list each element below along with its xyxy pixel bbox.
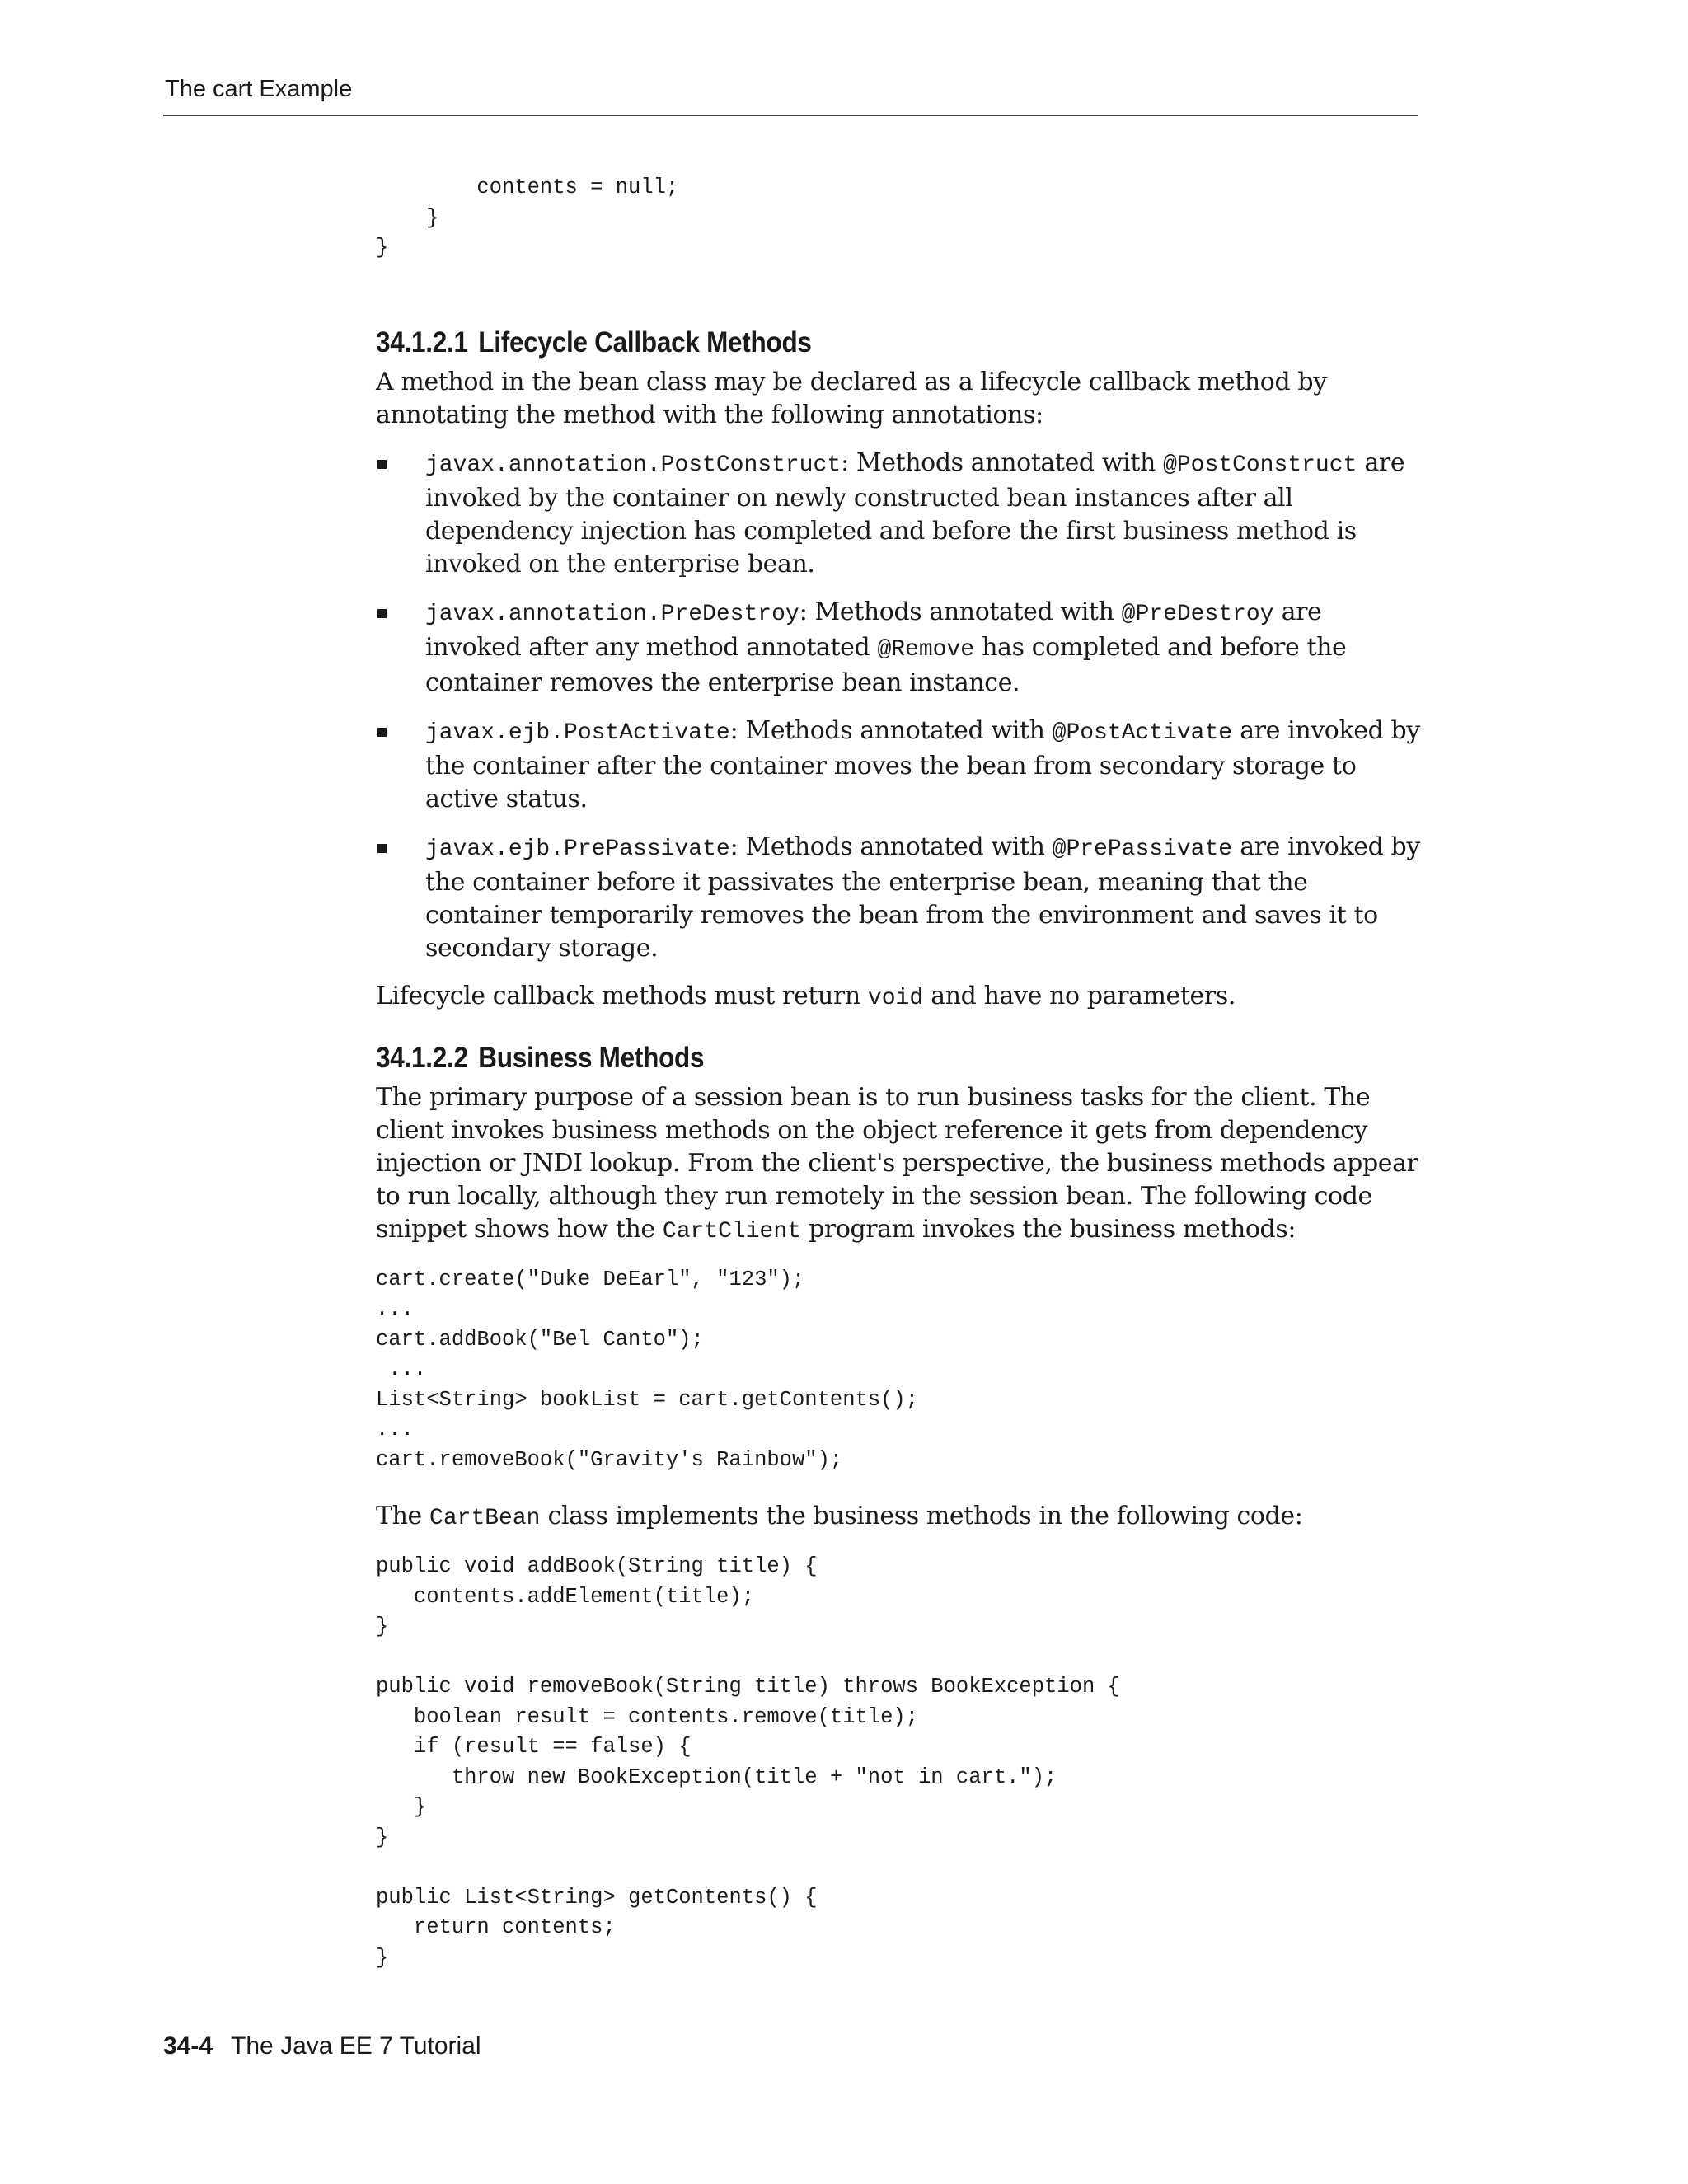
section-number: 34.1.2.2 xyxy=(376,1041,468,1074)
void-code: void xyxy=(867,985,924,1011)
item-text: : Methods annotated with xyxy=(799,597,1122,626)
list-item xyxy=(376,831,1423,965)
closing-text: Lifecycle callback methods must return xyxy=(376,981,868,1010)
annotation-name: javax.ejb.PrePassivate xyxy=(425,836,730,862)
item-text: are invoked by the container on newly constructed bean instances after all dependency injection has completed and before the first business method is invoked on the enterprise bean. xyxy=(425,448,1405,579)
code-block-top: contents = null; } } xyxy=(376,176,679,260)
item-text: : Methods annotated with xyxy=(729,715,1053,745)
lifecycle-closing xyxy=(376,980,1423,1015)
running-header: The cart Example xyxy=(165,76,353,102)
list-item xyxy=(376,596,1423,700)
section-heading-business xyxy=(376,1040,1318,1076)
annotation-code: @PostConstruct xyxy=(1163,452,1357,478)
business-impl-intro xyxy=(376,1500,1423,1535)
bullet-square-icon xyxy=(377,460,387,469)
annotation-code: @PostActivate xyxy=(1052,719,1233,746)
item-text: are invoked after any method annotated xyxy=(425,597,1322,662)
cartclient-code: CartClient xyxy=(662,1218,801,1244)
closing-text: and have no parameters. xyxy=(923,981,1236,1010)
annotation-name: javax.annotation.PostConstruct xyxy=(425,452,842,478)
list-item xyxy=(376,715,1423,816)
section-number: 34.1.2.1 xyxy=(376,326,468,359)
book-title: The Java EE 7 Tutorial xyxy=(231,2032,481,2060)
cartbean-code: CartBean xyxy=(429,1506,541,1531)
paragraph-text: program invokes the business methods: xyxy=(800,1214,1296,1244)
lifecycle-intro: A method in the bean class may be declared as a lifecycle callback method by annotating the method with the following annotations: xyxy=(376,367,1327,429)
item-text: : Methods annotated with xyxy=(729,832,1053,861)
business-intro xyxy=(376,1081,1423,1249)
annotation-name: javax.annotation.PreDestroy xyxy=(425,601,799,627)
item-text: has completed and before the container removes the enterprise bean instance. xyxy=(425,632,1347,697)
bullet-square-icon xyxy=(377,844,387,853)
section-title: Business Methods xyxy=(478,1041,705,1074)
page-footer xyxy=(163,2032,481,2060)
code-block-bean: public void addBook(String title) { contents.addElement(title); } public void removeBook(String title) throws BookException { boolean result = contents.remove(title); if (result == false) { throw new BookException(title + "not in cart."); } } public List<String> getContents() { return contents; } xyxy=(376,1554,1120,1970)
item-text: are invoked by the container after the container moves the bean from secondary storage to active status. xyxy=(425,715,1420,813)
item-text: : Methods annotated with xyxy=(841,448,1164,477)
annotation-name: javax.ejb.PostActivate xyxy=(425,719,730,746)
annotation-list xyxy=(376,447,1423,965)
paragraph-text: The primary purpose of a session bean is to run business tasks for the client. The client invokes business methods on the object reference it gets from dependency injection or JNDI lookup. From the client's perspective, the business methods appear to run locally, although they run remotely in the session bean. The following code snippet shows how the xyxy=(376,1082,1418,1244)
section-title: Lifecycle Callback Methods xyxy=(478,326,812,359)
paragraph-text: class implements the business methods in the following code: xyxy=(540,1502,1303,1530)
bullet-square-icon xyxy=(377,609,387,618)
annotation-code: @Remove xyxy=(877,636,975,663)
item-text: are invoked by the container before it passivates the enterprise bean, meaning that the container temporarily removes the bean from the environment and saves it to secondary storage. xyxy=(425,832,1420,963)
annotation-code: @PreDestroy xyxy=(1121,601,1274,627)
page-content xyxy=(376,173,1423,1973)
section-heading-lifecycle xyxy=(376,325,1318,361)
page-number: 34-4 xyxy=(163,2032,213,2060)
paragraph-text: The xyxy=(376,1502,430,1530)
header-rule xyxy=(163,115,1418,116)
code-block-client: cart.create("Duke DeEarl", "123"); ... cart.addBook("Bel Canto"); ... List<String> bookList = cart.getContents(); ... cart.removeBook("Gravity's Rainbow"); xyxy=(376,1267,919,1472)
annotation-code: @PrePassivate xyxy=(1052,836,1233,862)
list-item xyxy=(376,447,1423,581)
bullet-square-icon xyxy=(377,728,387,737)
